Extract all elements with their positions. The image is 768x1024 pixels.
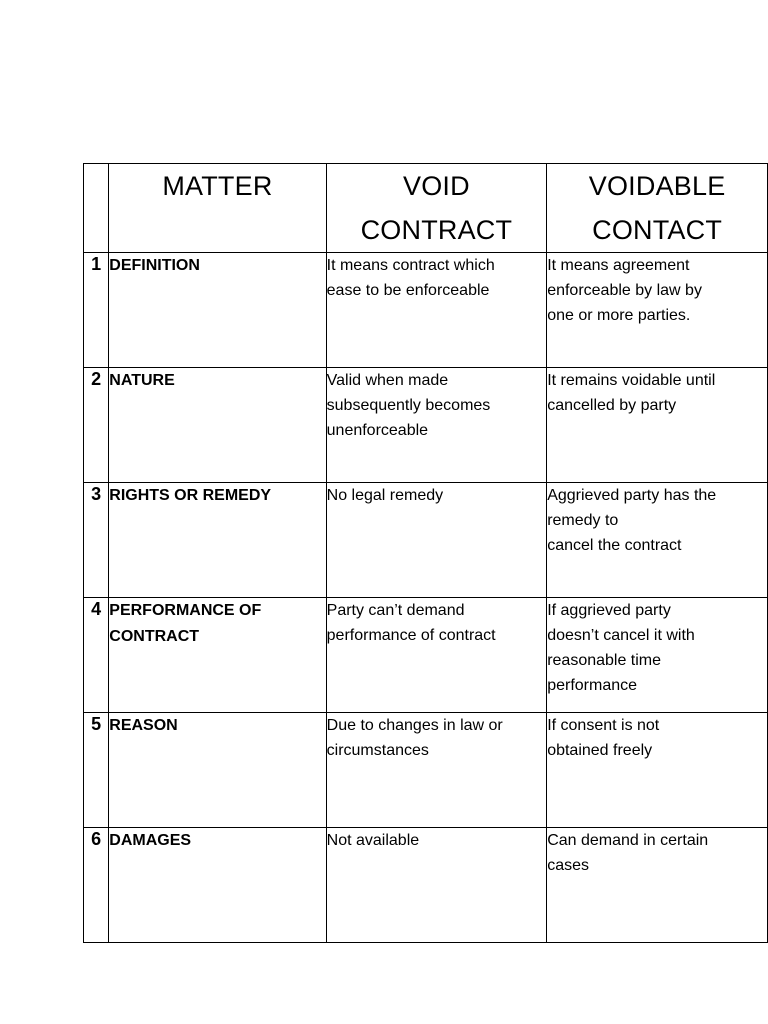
row-number: 4 <box>84 598 109 713</box>
table-row <box>84 253 768 368</box>
table-row <box>84 598 768 713</box>
row-matter-text: REASON <box>109 717 178 734</box>
row-voidable-text: It means agreement enforceable by law by one or more parties. <box>547 257 702 324</box>
row-voidable-text: Can demand in certain cases <box>547 832 709 874</box>
header-matter-text: MATTER <box>162 171 273 201</box>
row-void-text: Not available <box>326 832 420 849</box>
row-void <box>326 253 547 368</box>
header-matter <box>109 164 326 253</box>
row-matter <box>109 828 326 943</box>
row-void-text: No legal remedy <box>326 487 444 504</box>
row-voidable <box>547 828 768 943</box>
row-voidable <box>547 598 768 713</box>
row-matter <box>109 483 326 598</box>
row-voidable-text: Aggrieved party has the remedy to cancel the contract <box>547 487 717 554</box>
header-number <box>84 164 109 253</box>
row-matter <box>109 253 326 368</box>
row-matter-text: DAMAGES <box>109 832 192 849</box>
header-void-contract <box>326 164 547 253</box>
row-number: 2 <box>84 368 109 483</box>
header-voidable-text: VOIDABLE CONTACT <box>588 171 726 245</box>
row-void-text: It means contract which ease to be enforceable <box>326 257 495 299</box>
row-number: 3 <box>84 483 109 598</box>
row-voidable <box>547 368 768 483</box>
table-row <box>84 828 768 943</box>
row-matter <box>109 713 326 828</box>
row-void-text: Valid when made subsequently becomes unenforceable <box>326 372 491 439</box>
row-voidable <box>547 483 768 598</box>
row-matter-text: DEFINITION <box>109 257 200 274</box>
row-voidable <box>547 253 768 368</box>
header-void-text: VOID CONTRACT <box>360 171 513 245</box>
row-number: 5 <box>84 713 109 828</box>
row-void <box>326 828 547 943</box>
row-number: 6 <box>84 828 109 943</box>
header-voidable-contact <box>547 164 768 253</box>
row-matter-text: RIGHTS OR REMEDY <box>109 487 272 504</box>
row-void <box>326 368 547 483</box>
row-matter-text: NATURE <box>109 372 175 389</box>
table-header-row <box>84 164 768 253</box>
table-row <box>84 368 768 483</box>
row-voidable-text: If aggrieved party doesn’t cancel it with reasonable time performance <box>547 602 695 694</box>
row-matter <box>109 598 326 713</box>
row-void <box>326 713 547 828</box>
row-voidable-text: If consent is not obtained freely <box>547 717 660 759</box>
row-matter <box>109 368 326 483</box>
row-matter-text: PERFORMANCE OF CONTRACT <box>109 602 262 645</box>
comparison-table <box>83 163 768 943</box>
row-void-text: Due to changes in law or circumstances <box>326 717 503 759</box>
row-void <box>326 598 547 713</box>
row-number: 1 <box>84 253 109 368</box>
row-void-text: Party can’t demand performance of contract <box>326 602 496 644</box>
table-row <box>84 713 768 828</box>
row-voidable <box>547 713 768 828</box>
table-row <box>84 483 768 598</box>
row-voidable-text: It remains voidable until cancelled by party <box>547 372 716 414</box>
row-void <box>326 483 547 598</box>
